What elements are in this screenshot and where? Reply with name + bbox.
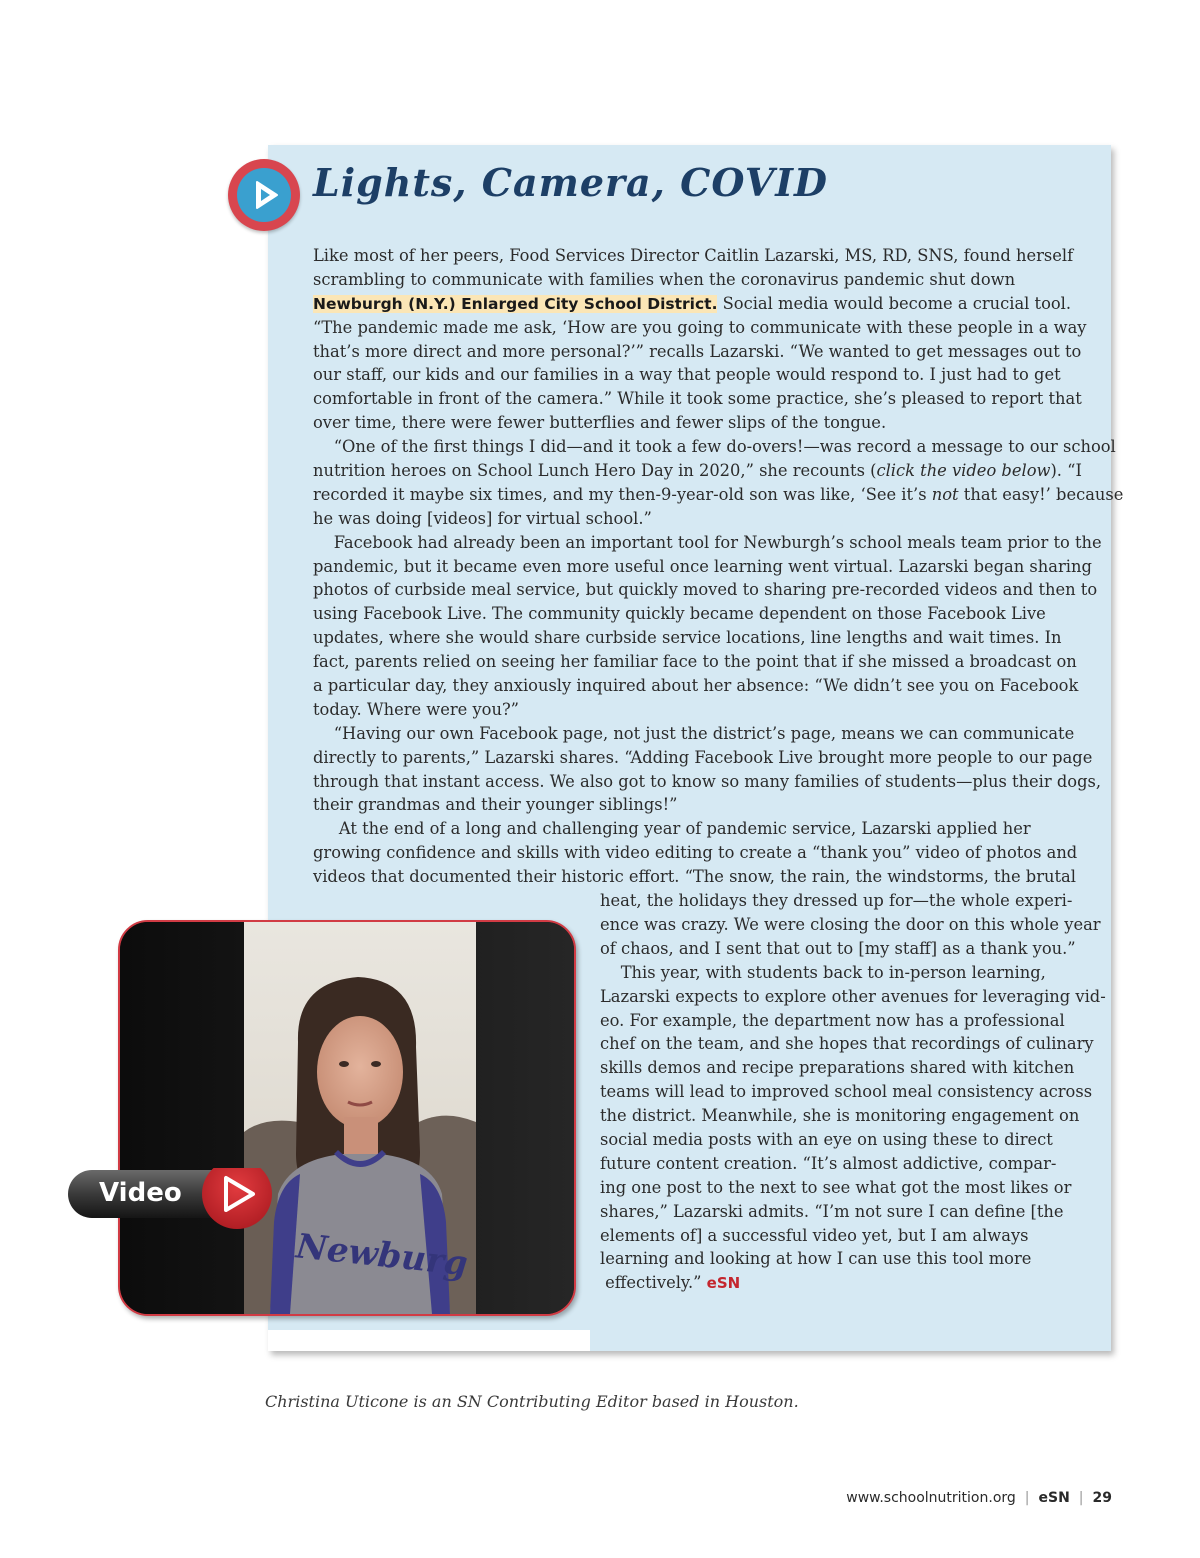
- body-line: shares,” Lazarski admits. “I’m not sure I can define [the: [600, 1201, 1064, 1221]
- body-line: a particular day, they anxiously inquired about her absence: “We didn’t see you on Facebook: [313, 676, 1079, 696]
- body-line: skills demos and recipe preparations shared with kitchen: [600, 1058, 1075, 1078]
- body-line: Newburgh (N.Y.) Enlarged City School District. Social media would become a crucial tool.: [313, 293, 1072, 313]
- body-line: Lazarski expects to explore other avenues for leveraging vid-: [600, 986, 1106, 1006]
- shirt-text: Newburg: [294, 1226, 470, 1285]
- body-line: pandemic, but it became even more useful once learning went virtual. Lazarski began sharing: [313, 556, 1092, 576]
- body-line: chef on the team, and she hopes that recordings of culinary: [600, 1034, 1094, 1054]
- body-line: that’s more direct and more personal?’” recalls Lazarski. “We wanted to get messages out to: [313, 341, 1082, 361]
- body-line: directly to parents,” Lazarski shares. “Adding Facebook Live brought more people to our page: [313, 747, 1093, 767]
- body-line: learning and looking at how I can use this tool more: [600, 1249, 1032, 1269]
- body-line: effectively.” eSN: [600, 1273, 741, 1293]
- body-line: “Having our own Facebook page, not just the district’s page, means we can communicate: [313, 723, 1075, 743]
- esn-signature: eSN: [706, 1274, 741, 1293]
- body-line: heat, the holidays they dressed up for—the whole experi-: [600, 891, 1073, 911]
- page-footer: [846, 1490, 1112, 1506]
- body-line: through that instant access. We also got to know so many families of students—plus their dogs,: [313, 771, 1102, 791]
- video-reference: click the video below: [876, 461, 1051, 481]
- video-play-control[interactable]: [67, 1168, 277, 1254]
- body-line: ing one post to the next to see what got the most likes or: [600, 1177, 1072, 1197]
- body-line: Like most of her peers, Food Services Director Caitlin Lazarski, MS, RD, SNS, found herself: [313, 246, 1074, 265]
- video-thumbnail[interactable]: [118, 920, 576, 1316]
- footer-separator: |: [1024, 1490, 1030, 1506]
- author-caption: Christina Uticone is an SN Contributing Editor based in Houston.: [265, 1392, 799, 1411]
- body-line: teams will lead to improved school meal consistency across: [600, 1082, 1093, 1102]
- body-line: fact, parents relied on seeing her familiar face to the point that if she missed a broadcast on: [313, 652, 1077, 672]
- district-link[interactable]: Newburgh (N.Y.) Enlarged City School District.: [313, 294, 718, 313]
- body-line: the district. Meanwhile, she is monitoring engagement on: [600, 1106, 1080, 1126]
- body-line: nutrition heroes on School Lunch Hero Day in 2020,” she recounts (click the video below). “I: [313, 461, 1082, 481]
- body-line: using Facebook Live. The community quickly became dependent on those Facebook Live: [313, 604, 1046, 624]
- body-line: of chaos, and I sent that out to [my staff] as a thank you.”: [600, 938, 1076, 958]
- panel-notch: [268, 1330, 590, 1351]
- body-line: scrambling to communicate with families when the coronavirus pandemic shut down: [313, 269, 1016, 289]
- body-line: our staff, our kids and our families in a way that people would respond to. I just had to get: [313, 365, 1061, 385]
- body-line: elements of] a successful video yet, but I am always: [600, 1225, 1029, 1245]
- body-line: videos that documented their historic effort. “The snow, the rain, the windstorms, the brutal: [313, 867, 1076, 887]
- body-line: over time, there were fewer butterflies and fewer slips of the tongue.: [313, 413, 887, 433]
- body-line: future content creation. “It’s almost addictive, compar-: [600, 1153, 1057, 1173]
- body-line: growing confidence and skills with video editing to create a “thank you” video of photos and: [313, 843, 1078, 863]
- body-line: updates, where she would share curbside service locations, line lengths and wait times. In: [313, 628, 1062, 648]
- play-icon: [237, 168, 291, 222]
- play-badge-inner: [237, 168, 291, 222]
- video-still: [120, 922, 574, 1314]
- article-title: Lights, Camera, COVID: [313, 160, 828, 205]
- body-line: At the end of a long and challenging year of pandemic service, Lazarski applied her: [313, 819, 1031, 839]
- play-badge[interactable]: [228, 159, 300, 231]
- body-line: recorded it maybe six times, and my then-9-year-old son was like, ‘See it’s not that easy!’ because: [313, 484, 1124, 504]
- body-line: Facebook had already been an important tool for Newburgh’s school meals team prior to the: [313, 532, 1102, 552]
- footer-website[interactable]: www.schoolnutrition.org: [846, 1490, 1016, 1506]
- body-line: This year, with students back to in-person learning,: [600, 962, 1046, 982]
- body-line: “One of the first things I did—and it took a few do-overs!—was record a message to our school: [313, 437, 1116, 457]
- body-line: social media posts with an eye on using these to direct: [600, 1129, 1053, 1149]
- body-line: comfortable in front of the camera.” While it took some practice, she’s pleased to report that: [313, 389, 1082, 409]
- body-line: he was doing [videos] for virtual school.”: [313, 508, 652, 528]
- body-line: their grandmas and their younger siblings!”: [313, 795, 678, 815]
- footer-separator: |: [1078, 1490, 1084, 1506]
- page-number: 29: [1092, 1490, 1112, 1506]
- body-line: photos of curbside meal service, but quickly moved to sharing pre-recorded videos and then to: [313, 580, 1098, 600]
- body-line: ence was crazy. We were closing the door on this whole year: [600, 914, 1101, 934]
- body-line: today. Where were you?”: [313, 699, 520, 719]
- body-line: “The pandemic made me ask, ‘How are you going to communicate with these people in a way: [313, 317, 1087, 337]
- video-label: Video: [99, 1178, 182, 1208]
- footer-brand: eSN: [1038, 1490, 1070, 1506]
- body-line: eo. For example, the department now has a professional: [600, 1010, 1065, 1030]
